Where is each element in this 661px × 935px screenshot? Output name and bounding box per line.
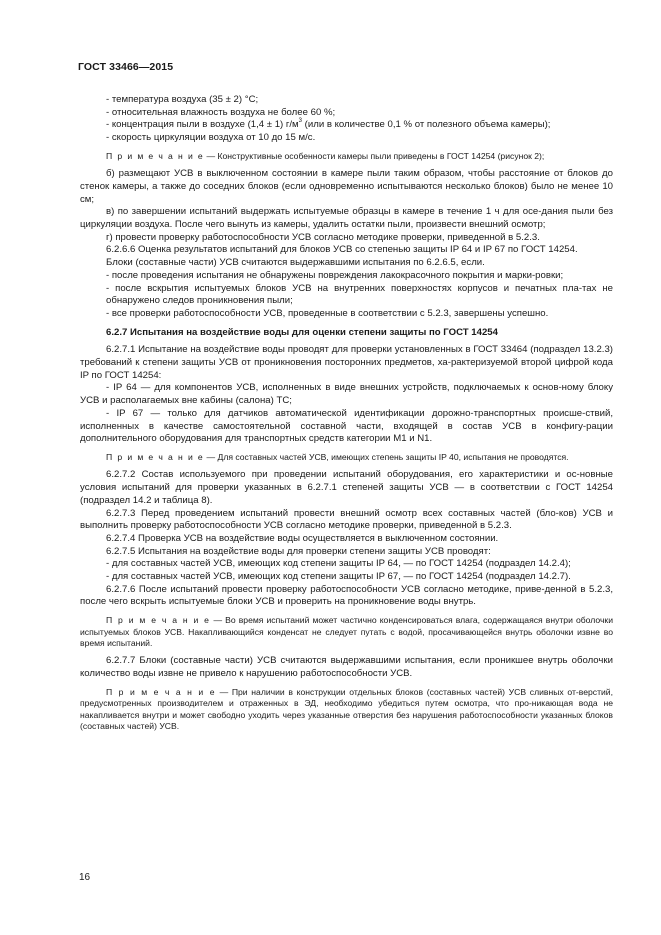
paragraph-g: г) провести проверку работоспособности УСВ согласно методике проверки, приведенной в 5.2.3. [106,231,540,243]
condition-temperature: - температура воздуха (35 ± 2) °С; [106,94,259,105]
paragraph-6-2-7-1: 6.2.7.1 Испытание на воздействие воды проводят для проверки установленных в ГОСТ 33464 (подраздел 13.2.3) требований к степени защиты УСВ от проникновения посторонних предметов, ха-рактеризуемой второй цифрой кода IP по ГОСТ 14254: [80,344,613,381]
criteria-item: - все проверки работоспособности УСВ, проведенные в соответствии с 5.2.3, завершены успешно. [106,307,549,319]
ip-item: - IP 64 — для компонентов УСВ, исполненных в виде внешних устройств, подключаемых к основ-ному блоку УСВ и располагаемых вне кабины (салона) ТС; [80,382,613,407]
page-header-title: ГОСТ 33466—2015 [78,61,174,73]
note-text: — Для составных частей УСВ, имеющих степень защиты IP 40, испытания не проводятся. [204,451,569,462]
condition-dust-pre: - концентрация пыли в воздухе (1,4 ± 1) г/м [106,119,299,131]
paragraph-v: в) по завершении испытаний выдержать испытуемые образцы в камере в течение 1 ч для осе-дания пыли без циркуляции воздуха. После чего вынуть из камеры, удалить остатки пыли, произвести внешний осмотр; [80,206,613,231]
note-label: П р и м е ч а н и е [106,451,205,462]
paragraph-6-2-6-6: 6.2.6.6 Оценка результатов испытаний для блоков УСВ со степенью защиты IP 64 и IP 67 по ГОСТ 14254. [106,244,578,256]
note-dust-chamber [80,151,613,162]
condition-air-speed: - скорость циркуляции воздуха от 10 до 15 м/с. [106,132,316,144]
condition-humidity: - относительная влажность воздуха не более 60 %; [106,106,336,118]
criteria-item: - после вскрытия испытуемых блоков УСВ на внутренних поверхностях корпусов и печатных пла-тах не обнаружено следов проникновения пыли; [106,282,613,307]
note-label: П р и м е ч а н и е [106,686,216,697]
condition-dust-concentration [80,119,613,132]
note-drain-holes [80,687,613,733]
paragraph-6-2-7-5: 6.2.7.5 Испытания на воздействие воды для проверки степени защиты УСВ проводят: [106,545,491,557]
note-text: — Конструктивные особенности камеры пыли приведены в ГОСТ 14254 (рисунок 2); [204,150,545,161]
paragraph-b: б) размещают УСВ в выключенном состоянии в камере пыли таким образом, чтобы расстояние от блоков до стенок камеры, а также до соседних блоков (если одновременно испытываются несколько блоков) было не менее 10 см; [80,168,613,205]
paragraph-6-2-7-2: 6.2.7.2 Состав используемого при проведении испытаний оборудования, его характеристики и ос-новные условия испытаний для проверки указанных в 6.2.7.1 степеней защиты УСВ — в соответствии с ГОСТ 14254 (подраздел 14.2 и таблица 8). [80,469,613,506]
paragraph-6-2-7-7: 6.2.7.7 Блоки (составные части) УСВ считаются выдержавшими испытания, если проникшее внутрь оболочки количество воды извне не привело к нарушению работоспособности УСВ. [80,655,613,680]
page-number: 16 [79,872,91,883]
paragraph-blocks-passed: Блоки (составные части) УСВ считаются выдержавшими испытания по 6.2.6.5, если. [106,257,485,269]
condition-dust-post: (или в количестве 0,1 % от полезного объема камеры); [302,119,551,131]
note-text: — При наличии в конструкции отдельных блоков (составных частей) УСВ сливных от-верстий, предусмотренных производителем и отраженных в ЭД, необходимо убедиться путем осмотра, что про-никающая вода не накапливается внутри и может свободно уходить через указанные отверстия без нарушения работоспособности указанных блоков (составных частей) УСВ. [80,686,613,731]
document-body [80,94,613,732]
ip-item: - IP 67 — только для датчиков автоматической идентификации дорожно-транспортных происше-ствий, исполненных в качестве самостоятельной составной части, входящей в состав УСВ в конфигу-рации дополнительного оборудования для транспортных средств категории M1 и N1. [80,407,613,445]
note-condensation [80,615,613,649]
paragraph-6-2-7-3: 6.2.7.3 Перед проведением испытаний провести внешний осмотр всех составных частей (бло-ков) УСВ и выполнить проверку работоспособности УСВ согласно методике проверки, приведенной в 5.2.3. [80,507,613,532]
paragraph-6-2-7-6: 6.2.7.6 После испытаний провести проверку работоспособности УСВ согласно методике, приве-денной в 5.2.3, после чего вскрыть испытуемые блоки УСВ и проверить на проникновение воды внутрь. [80,583,613,608]
note-label: П р и м е ч а н и е [106,150,205,161]
paragraph-6-2-7-4: 6.2.7.4 Проверка УСВ на воздействие воды осуществляется в выключенном состоянии. [106,532,499,544]
note-ip40 [80,452,613,463]
criteria-item: - после проведения испытания не обнаружены повреждения лакокрасочного покрытия и марки-ровки; [106,269,564,281]
section-heading-6-2-7: 6.2.7 Испытания на воздействие воды для оценки степени защиты по ГОСТ 14254 [106,326,498,338]
cubic-superscript: 3 [298,118,302,125]
water-test-item: - для составных частей УСВ, имеющих код степени защиты IP 64, — по ГОСТ 14254 (подраздел 14.2.4); [106,558,571,570]
note-text: — Во время испытаний может частично конденсироваться влага, содержащаяся внутри оболочки испытуемых блоков УСВ. Накапливающийся конденсат не следует путать с водой, просачивающейся внутрь оболочки извне во время испытаний. [80,615,613,648]
note-label: П р и м е ч а н и е [106,615,211,626]
water-test-item: - для составных частей УСВ, имеющих код степени защиты IP 67, — по ГОСТ 14254 (подраздел 14.2.7). [106,571,571,583]
